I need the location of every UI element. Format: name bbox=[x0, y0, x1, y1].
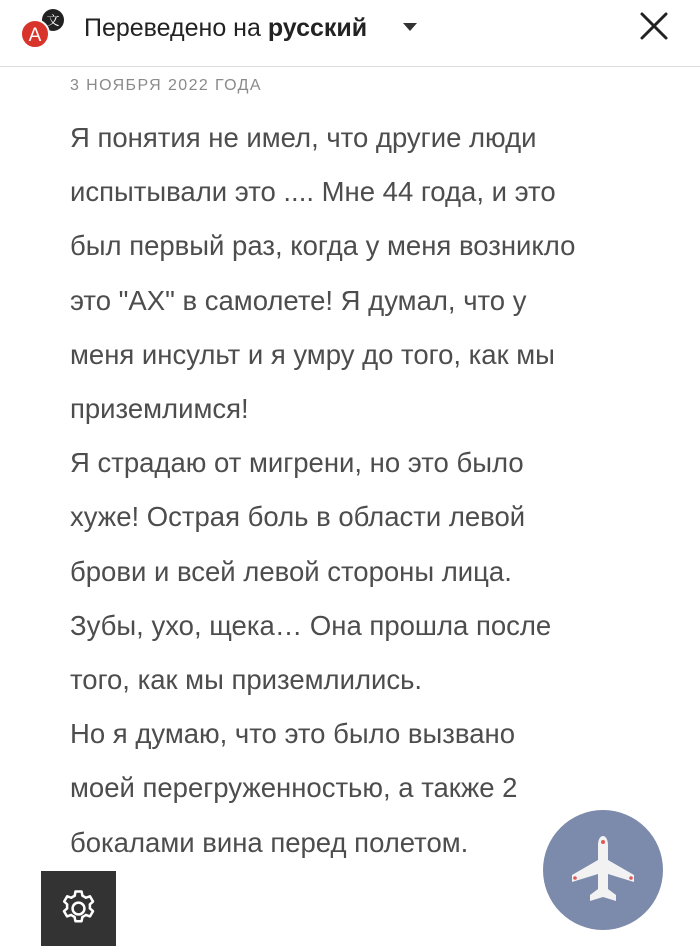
post-line: Я страдаю от мигрени, но это было bbox=[70, 447, 524, 479]
svg-text:文: 文 bbox=[46, 14, 60, 29]
airplane-icon bbox=[563, 830, 643, 910]
post-body bbox=[70, 111, 630, 870]
gear-icon bbox=[57, 887, 100, 930]
post-line: Зубы, ухо, щека… Она прошла после bbox=[70, 609, 552, 641]
post-line: Но я думаю, что это было вызвано bbox=[70, 718, 515, 750]
post-line: был первый раз, когда у меня возникло bbox=[70, 230, 576, 262]
post-date: 3 НОЯБРЯ 2022 ГОДА bbox=[70, 77, 262, 94]
google-translate-icon[interactable] bbox=[20, 7, 64, 51]
post-line: испытывали это .... Мне 44 года, и это bbox=[70, 176, 556, 208]
svg-text:A: A bbox=[28, 25, 42, 46]
translate-language: русский bbox=[267, 14, 368, 42]
close-icon[interactable] bbox=[638, 10, 670, 42]
settings-button[interactable] bbox=[41, 871, 116, 946]
post-line: хуже! Острая боль в области левой bbox=[70, 501, 526, 533]
post-line: это "АХ" в самолете! Я думал, что у bbox=[70, 284, 527, 316]
airplane-button[interactable] bbox=[543, 810, 663, 930]
post-line: Я понятия не имел, что другие люди bbox=[70, 122, 537, 153]
post-line: бокалами вина перед полетом. bbox=[70, 826, 469, 858]
post-line: брови и всей левой стороны лица. bbox=[70, 555, 512, 587]
translate-label[interactable] bbox=[84, 10, 367, 46]
post-line: того, как мы приземлились. bbox=[70, 664, 423, 696]
post-line: приземлимся! bbox=[70, 393, 249, 425]
post-line: моей перегруженностью, а также 2 bbox=[70, 772, 518, 804]
post-line: меня инсульт и я умру до того, как мы bbox=[70, 338, 555, 370]
translate-bar bbox=[0, 0, 700, 67]
translate-prefix: Переведено на bbox=[84, 14, 261, 42]
caret-down-icon[interactable] bbox=[402, 22, 418, 32]
